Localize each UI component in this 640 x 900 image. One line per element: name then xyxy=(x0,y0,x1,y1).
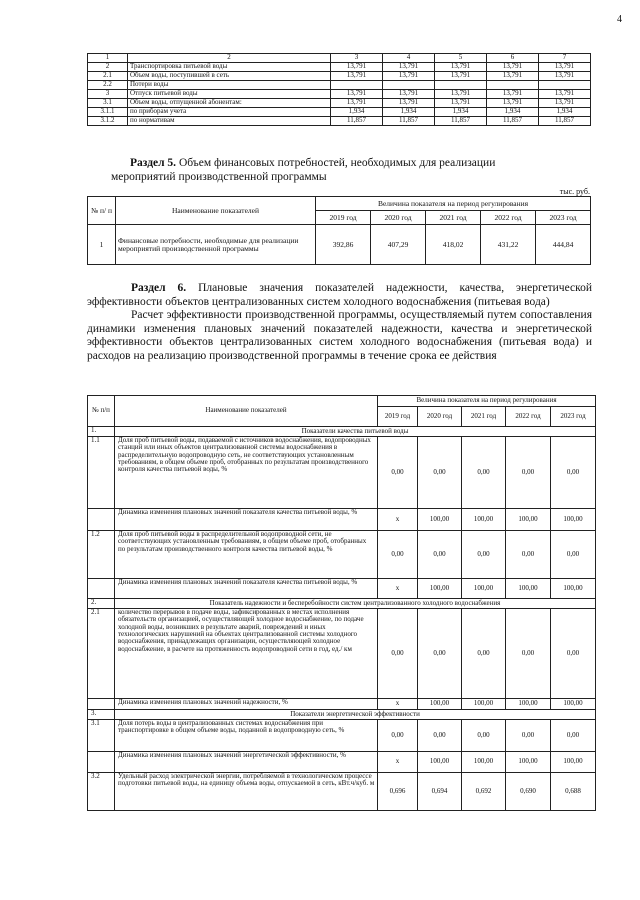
table-row xyxy=(88,99,591,108)
table-row xyxy=(88,437,596,509)
row-number: 3.1.2 xyxy=(88,117,128,126)
value-cell: 0,00 xyxy=(418,609,462,699)
value-cell: 13,791 xyxy=(487,90,539,99)
year-header: 2022 год xyxy=(481,211,536,225)
value-cell: 0,00 xyxy=(418,437,462,509)
page-number: 4 xyxy=(617,14,622,25)
value-cell: 100,00 xyxy=(462,509,506,531)
value-cell: 100,00 xyxy=(462,579,506,599)
value-cell: 13,791 xyxy=(383,99,435,108)
value-cell: 13,791 xyxy=(383,63,435,72)
year-header: 2023 год xyxy=(536,211,591,225)
value-cell: 0,00 xyxy=(378,531,418,579)
value-cell xyxy=(487,81,539,90)
value-cell: 0,00 xyxy=(551,437,596,509)
row-name: по нормативам xyxy=(128,117,331,126)
value-cell: 13,791 xyxy=(435,72,487,81)
row-name: Потери воды xyxy=(128,81,331,90)
value-cell: 0,00 xyxy=(506,437,551,509)
table-row xyxy=(88,108,591,117)
table-row xyxy=(88,63,591,72)
value-cell: 0,00 xyxy=(551,609,596,699)
value-cell: 100,00 xyxy=(418,579,462,599)
value-cell: 0,00 xyxy=(506,609,551,699)
header-cell: 4 xyxy=(383,54,435,63)
year-header: 2019 год xyxy=(316,211,371,225)
value-cell xyxy=(383,81,435,90)
table-header-row xyxy=(88,54,591,63)
row-number: 3.1 xyxy=(88,720,115,752)
table-row xyxy=(88,117,591,126)
value-cell: 0,00 xyxy=(506,531,551,579)
row-name: Динамика изменения плановых значений показателя качества питьевой воды, % xyxy=(115,579,378,599)
value-cell: 0,00 xyxy=(418,720,462,752)
table-row xyxy=(88,90,591,99)
value-cell: 11,857 xyxy=(539,117,591,126)
row-number: 3 xyxy=(88,90,128,99)
value-cell: 13,791 xyxy=(539,90,591,99)
section6-title: Плановые значения показателей надежности, качества, энергетической эффективности объектов централизованных систем холодного водоснабжения (питьевая вода) xyxy=(87,282,592,308)
table-row xyxy=(88,81,591,90)
value-cell: 13,791 xyxy=(487,63,539,72)
section5-label: Раздел 5. xyxy=(130,157,177,169)
section-number: 2. xyxy=(88,599,115,609)
value-cell: 0,00 xyxy=(551,531,596,579)
row-number xyxy=(88,699,115,710)
value-cell: 13,791 xyxy=(435,99,487,108)
row-name: количество перерывов в подаче воды, зафиксированных в местах исполнения обязательств организацией, осуществляющей холодное водоснабжение, по подаче холодной воды, возникших в результате аварий, повреждений и иных технологических нарушений на объектах централизованной системы холодного водоснабжения, принадлежащих организации, осуществляющей холодное водоснабжение, в расчете на протяженность водопроводной сети в год, ед./ км xyxy=(115,609,378,699)
row-name: Доля потерь воды в централизованных системах водоснабжения при транспортировке в общем объеме воды, поданной в водопроводную сеть, % xyxy=(115,720,378,752)
value-cell: 100,00 xyxy=(506,509,551,531)
row-name: Удельный расход электрической энергии, потребляемой в технологическом процессе подготовки питьевой воды, на единицу объема воды, отпускаемой в сеть, кВт.ч/куб. м xyxy=(115,773,378,811)
row-name: по приборам учета xyxy=(128,108,331,117)
table-row xyxy=(88,699,596,710)
row-name: Доля проб питьевой воды, подаваемой с источников водоснабжения, водопроводных станций или иных объектов централизованной системы водоснабжения в распределительную водопроводную сеть, не соответствующих установленным требованиям, в общем объеме проб, отобранных по результатам производственного контроля качества питьевой воды, % xyxy=(115,437,378,509)
row-name: Отпуск питьевой воды xyxy=(128,90,331,99)
year-header: 2021 год xyxy=(426,211,481,225)
value-cell: 100,00 xyxy=(506,752,551,773)
section5-heading xyxy=(111,157,592,185)
value-cell: 1,934 xyxy=(435,108,487,117)
section-title: Показатели энергетической эффективности xyxy=(115,710,596,720)
section-title: Показатели качества питьевой воды xyxy=(115,427,596,437)
value-cell: 1,934 xyxy=(331,108,383,117)
financial-needs-table xyxy=(87,196,591,265)
value-cell: 0,00 xyxy=(551,720,596,752)
table-row xyxy=(88,579,596,599)
header-cell: 7 xyxy=(539,54,591,63)
value-cell: 444,84 xyxy=(536,225,591,265)
row-number: 1.2 xyxy=(88,531,115,579)
value-cell: 0,696 xyxy=(378,773,418,811)
value-cell: 13,791 xyxy=(331,63,383,72)
row-number: 2.2 xyxy=(88,81,128,90)
value-cell: 100,00 xyxy=(551,509,596,531)
row-number xyxy=(88,579,115,599)
value-cell xyxy=(435,81,487,90)
row-number xyxy=(88,752,115,773)
section-row xyxy=(88,427,596,437)
value-cell: х xyxy=(378,579,418,599)
value-cell: 0,00 xyxy=(506,720,551,752)
row-number xyxy=(88,509,115,531)
value-cell xyxy=(331,81,383,90)
value-cell: 11,857 xyxy=(487,117,539,126)
t2-name-header: Наименование показателей xyxy=(116,197,316,225)
header-cell: 1 xyxy=(88,54,128,63)
value-cell: 407,29 xyxy=(371,225,426,265)
section6-paragraph: Расчет эффективности производственной программы, осуществляемый путем сопоставления динамики изменения плановых значений показателей надежности, качества и энергетической эффективности объектов централизованных систем холодного водоснабжения (питьевая вода) и расходов на реализацию производственной программы в течение срока ее действия xyxy=(87,309,592,362)
value-cell: 11,857 xyxy=(383,117,435,126)
table-row xyxy=(88,720,596,752)
value-cell: 431,22 xyxy=(481,225,536,265)
value-cell: 100,00 xyxy=(551,699,596,710)
value-cell: 1,934 xyxy=(539,108,591,117)
row-number: 1 xyxy=(88,225,116,265)
value-cell: 1,934 xyxy=(383,108,435,117)
value-cell: 100,00 xyxy=(506,699,551,710)
year-header: 2020 год xyxy=(371,211,426,225)
header-cell: 5 xyxy=(435,54,487,63)
value-cell: 0,694 xyxy=(418,773,462,811)
year-header: 2022 год xyxy=(506,407,551,427)
indicators-table xyxy=(87,395,596,811)
row-name: Объем воды, поступившей в сеть xyxy=(128,72,331,81)
t2-num-header: № п/ п xyxy=(88,197,116,225)
value-cell: 392,86 xyxy=(316,225,371,265)
value-cell: 11,857 xyxy=(435,117,487,126)
section6-label: Раздел 6. xyxy=(131,282,187,294)
t3-name-header: Наименование показателей xyxy=(115,396,378,427)
year-header: 2021 год xyxy=(462,407,506,427)
value-cell: 0,690 xyxy=(506,773,551,811)
section5-unit: тыс. руб. xyxy=(559,187,590,196)
table-row xyxy=(88,72,591,81)
row-number: 2 xyxy=(88,63,128,72)
row-number: 2.1 xyxy=(88,609,115,699)
value-cell: 13,791 xyxy=(539,99,591,108)
row-number: 3.1 xyxy=(88,99,128,108)
value-cell: х xyxy=(378,699,418,710)
value-cell: 100,00 xyxy=(462,752,506,773)
value-cell: 13,791 xyxy=(539,63,591,72)
section-number: 1. xyxy=(88,427,115,437)
value-cell: 11,857 xyxy=(331,117,383,126)
section5-title-line1: Объем финансовых потребностей, необходимых для реализации xyxy=(178,157,496,169)
value-cell: 0,688 xyxy=(551,773,596,811)
table-row xyxy=(88,531,596,579)
value-cell: 0,00 xyxy=(462,437,506,509)
water-balance-table xyxy=(87,53,591,126)
section5-title-line2: мероприятий производственной программы xyxy=(111,170,327,183)
header-cell: 6 xyxy=(487,54,539,63)
value-cell: 13,791 xyxy=(435,63,487,72)
value-cell: 0,00 xyxy=(378,609,418,699)
value-cell: 1,934 xyxy=(487,108,539,117)
table-row xyxy=(88,773,596,811)
year-header: 2023 год xyxy=(551,407,596,427)
t3-num-header: № п/п xyxy=(88,396,115,427)
value-cell: 13,791 xyxy=(539,72,591,81)
section-row xyxy=(88,599,596,609)
value-cell: 100,00 xyxy=(418,699,462,710)
value-cell: 100,00 xyxy=(551,752,596,773)
header-cell: 3 xyxy=(331,54,383,63)
section-row xyxy=(88,710,596,720)
value-cell xyxy=(539,81,591,90)
row-name: Финансовые потребности, необходимые для реализации мероприятий производственной программы xyxy=(116,225,316,265)
year-header: 2020 год xyxy=(418,407,462,427)
value-cell: х xyxy=(378,752,418,773)
value-cell: 13,791 xyxy=(435,90,487,99)
value-cell: 13,791 xyxy=(331,72,383,81)
value-cell: 13,791 xyxy=(487,72,539,81)
section-title: Показатель надежности и бесперебойности систем централизованного холодного водоснабжения xyxy=(115,599,596,609)
row-name: Динамика изменения плановых значений энергетической эффективности, % xyxy=(115,752,378,773)
header-cell: 2 xyxy=(128,54,331,63)
value-cell: 13,791 xyxy=(383,72,435,81)
row-name: Транспортировка питьевой воды xyxy=(128,63,331,72)
section6-text xyxy=(87,282,592,363)
value-cell: х xyxy=(378,509,418,531)
t2-period-header: Величина показателя на период регулирования xyxy=(316,197,591,211)
value-cell: 0,00 xyxy=(462,531,506,579)
value-cell: 100,00 xyxy=(551,579,596,599)
row-name: Доля проб питьевой воды в распределительной водопроводной сети, не соответствующих установленным требованиям, в общем объеме проб, отобранных по результатам производственного контроля качества питьевой воды, % xyxy=(115,531,378,579)
value-cell: 13,791 xyxy=(331,99,383,108)
value-cell: 100,00 xyxy=(462,699,506,710)
value-cell: 0,00 xyxy=(378,437,418,509)
value-cell: 100,00 xyxy=(506,579,551,599)
value-cell: 13,791 xyxy=(487,99,539,108)
row-number: 2.1 xyxy=(88,72,128,81)
value-cell: 0,00 xyxy=(462,609,506,699)
value-cell: 418,02 xyxy=(426,225,481,265)
table-row xyxy=(88,752,596,773)
section-number: 3. xyxy=(88,710,115,720)
value-cell: 0,00 xyxy=(462,720,506,752)
value-cell: 0,692 xyxy=(462,773,506,811)
year-header: 2019 год xyxy=(378,407,418,427)
row-number: 3.2 xyxy=(88,773,115,811)
value-cell: 0,00 xyxy=(378,720,418,752)
table-row xyxy=(88,509,596,531)
table-row xyxy=(88,609,596,699)
value-cell: 100,00 xyxy=(418,752,462,773)
value-cell: 100,00 xyxy=(418,509,462,531)
value-cell: 0,00 xyxy=(418,531,462,579)
value-cell: 13,791 xyxy=(331,90,383,99)
row-number: 3.1.1 xyxy=(88,108,128,117)
row-name: Динамика изменения плановых значений показателя качества питьевой воды, % xyxy=(115,509,378,531)
row-name: Объем воды, отпущенной абонентам: xyxy=(128,99,331,108)
row-number: 1.1 xyxy=(88,437,115,509)
value-cell: 13,791 xyxy=(383,90,435,99)
row-name: Динамика изменения плановых значений надежности, % xyxy=(115,699,378,710)
t3-period-header: Величина показателя на период регулирования xyxy=(378,396,596,407)
